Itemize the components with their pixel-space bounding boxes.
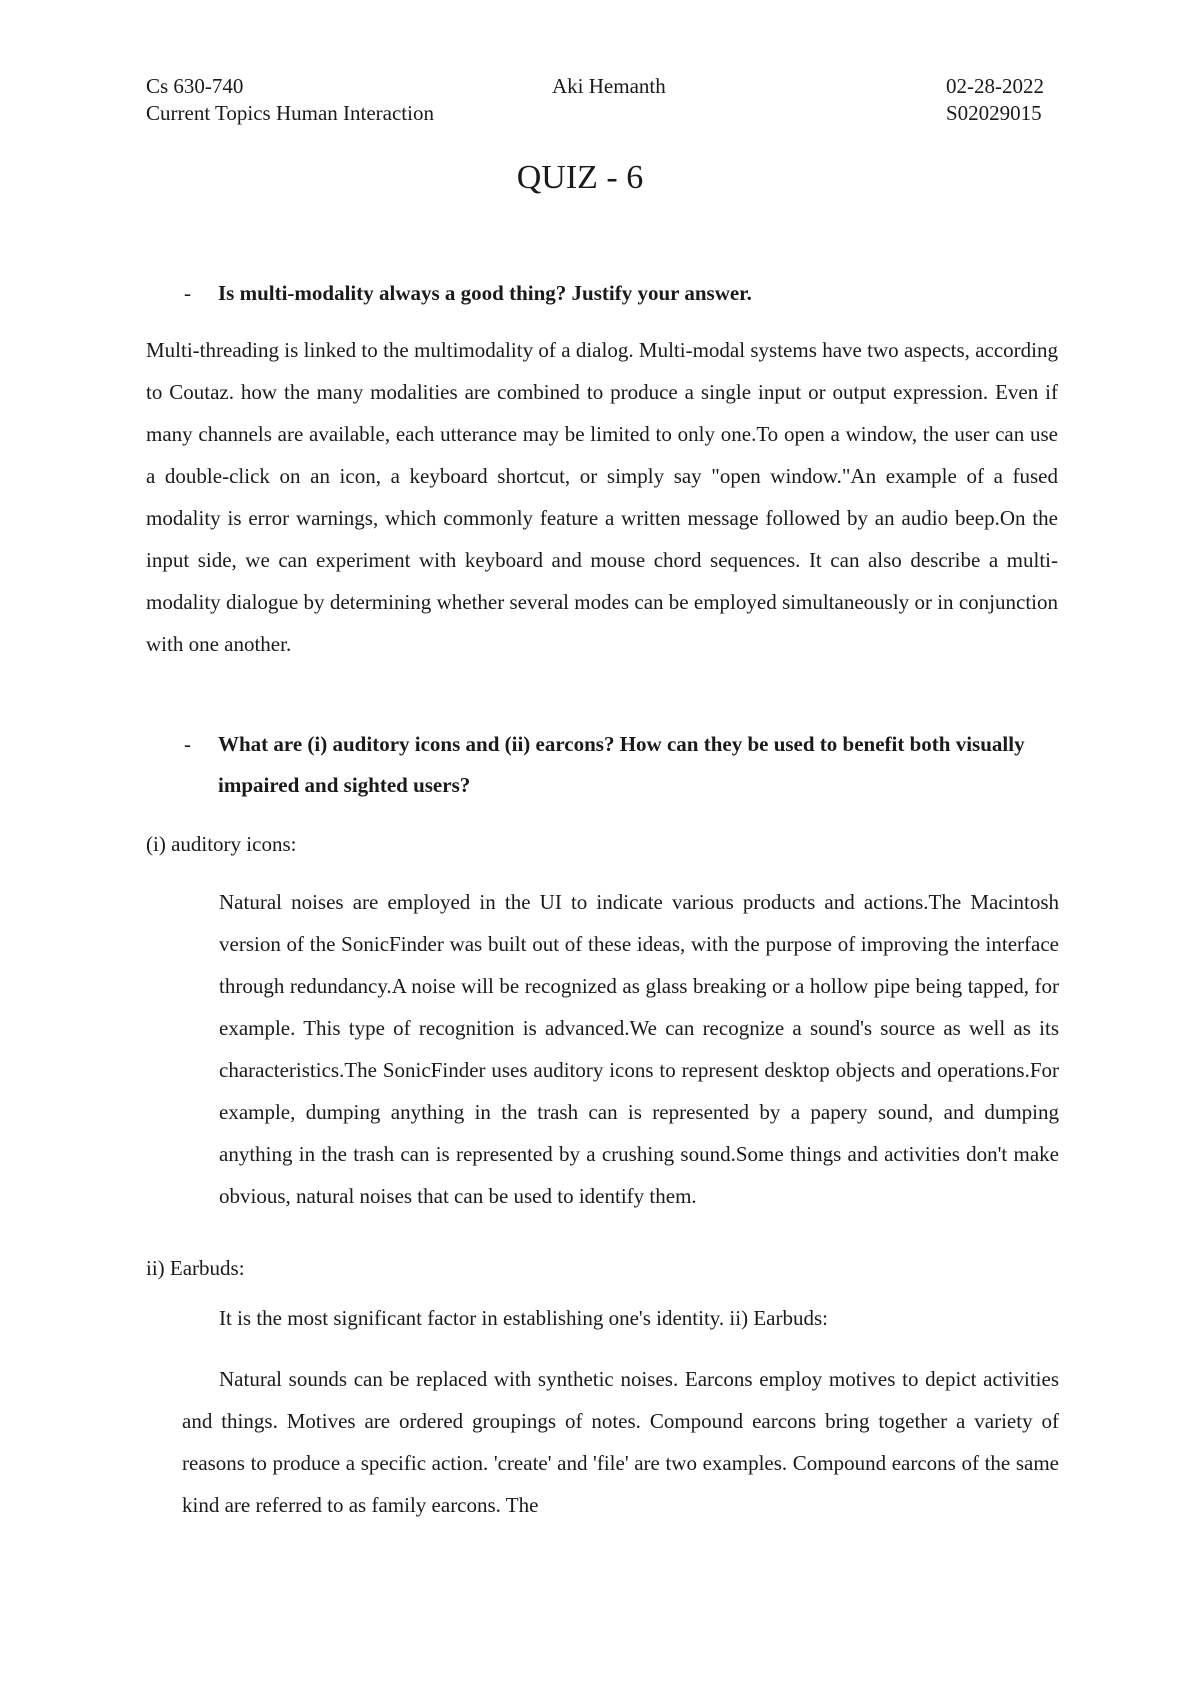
- bullet-dash: -: [184, 281, 191, 305]
- date: 02-28-2022: [946, 74, 1044, 98]
- answer-1-paragraph: Multi-threading is linked to the multimodality of a dialog. Multi-modal systems have two aspects, according to Coutaz. how the many modalities are combined to produce a single input or output expression. Even if many channels are available, each utterance may be limited to only one.To open a window, the user can use a double-click on an icon, a keyboard shortcut, or simply say "open window."An example of a fused modality is error warnings, which commonly feature a written message followed by an audio beep.On the input side, we can experiment with keyboard and mouse chord sequences. It can also describe a multi-modality dialogue by determining whether several modes can be employed simultaneously or in conjunction with one another.: [146, 338, 1058, 656]
- earbuds-label: ii) Earbuds:: [146, 1256, 245, 1280]
- question-1-text: Is multi-modality always a good thing? Justify your answer.: [218, 281, 752, 305]
- auditory-icons-paragraph: Natural noises are employed in the UI to indicate various products and actions.The Macintosh version of the SonicFinder was built out of these ideas, with the purpose of improving the interface through redundancy.A noise will be recognized as glass breaking or a hollow pipe being tapped, for example. This type of recognition is advanced.We can recognize a sound's source as well as its characteristics.The SonicFinder uses auditory icons to represent desktop objects and operations.For example, dumping anything in the trash can is represented by a papery sound, and dumping anything in the trash can is represented by a crushing sound.Some things and activities don't make obvious, natural noises that can be used to identify them.: [219, 890, 1059, 1208]
- header-right: [946, 73, 1044, 127]
- header-left: [146, 73, 434, 127]
- author-name: Aki Hemanth: [552, 74, 666, 98]
- student-id: S02029015: [946, 101, 1042, 125]
- question-2: [184, 724, 1074, 806]
- bullet-dash: -: [184, 732, 191, 756]
- auditory-icons-label: (i) auditory icons:: [146, 832, 297, 856]
- question-2-text: What are (i) auditory icons and (ii) earcons? How can they be used to benefit both visually impaired and sighted users?: [218, 732, 1025, 797]
- course-code: Cs 630-740: [146, 74, 244, 98]
- course-name: Current Topics Human Interaction: [146, 101, 434, 125]
- page-title: QUIZ - 6: [516, 159, 644, 196]
- question-1: [184, 273, 1074, 314]
- earbuds-intro: It is the most significant factor in establishing one's identity. ii) Earbuds:: [219, 1306, 828, 1330]
- earcons-paragraph: Natural sounds can be replaced with synthetic noises. Earcons employ motives to depict activities and things. Motives are ordered groupings of notes. Compound earcons bring together a variety of reasons to produce a specific action. 'create' and 'file' are two examples. Compound earcons of the same kind are referred to as family earcons. The: [182, 1367, 1059, 1517]
